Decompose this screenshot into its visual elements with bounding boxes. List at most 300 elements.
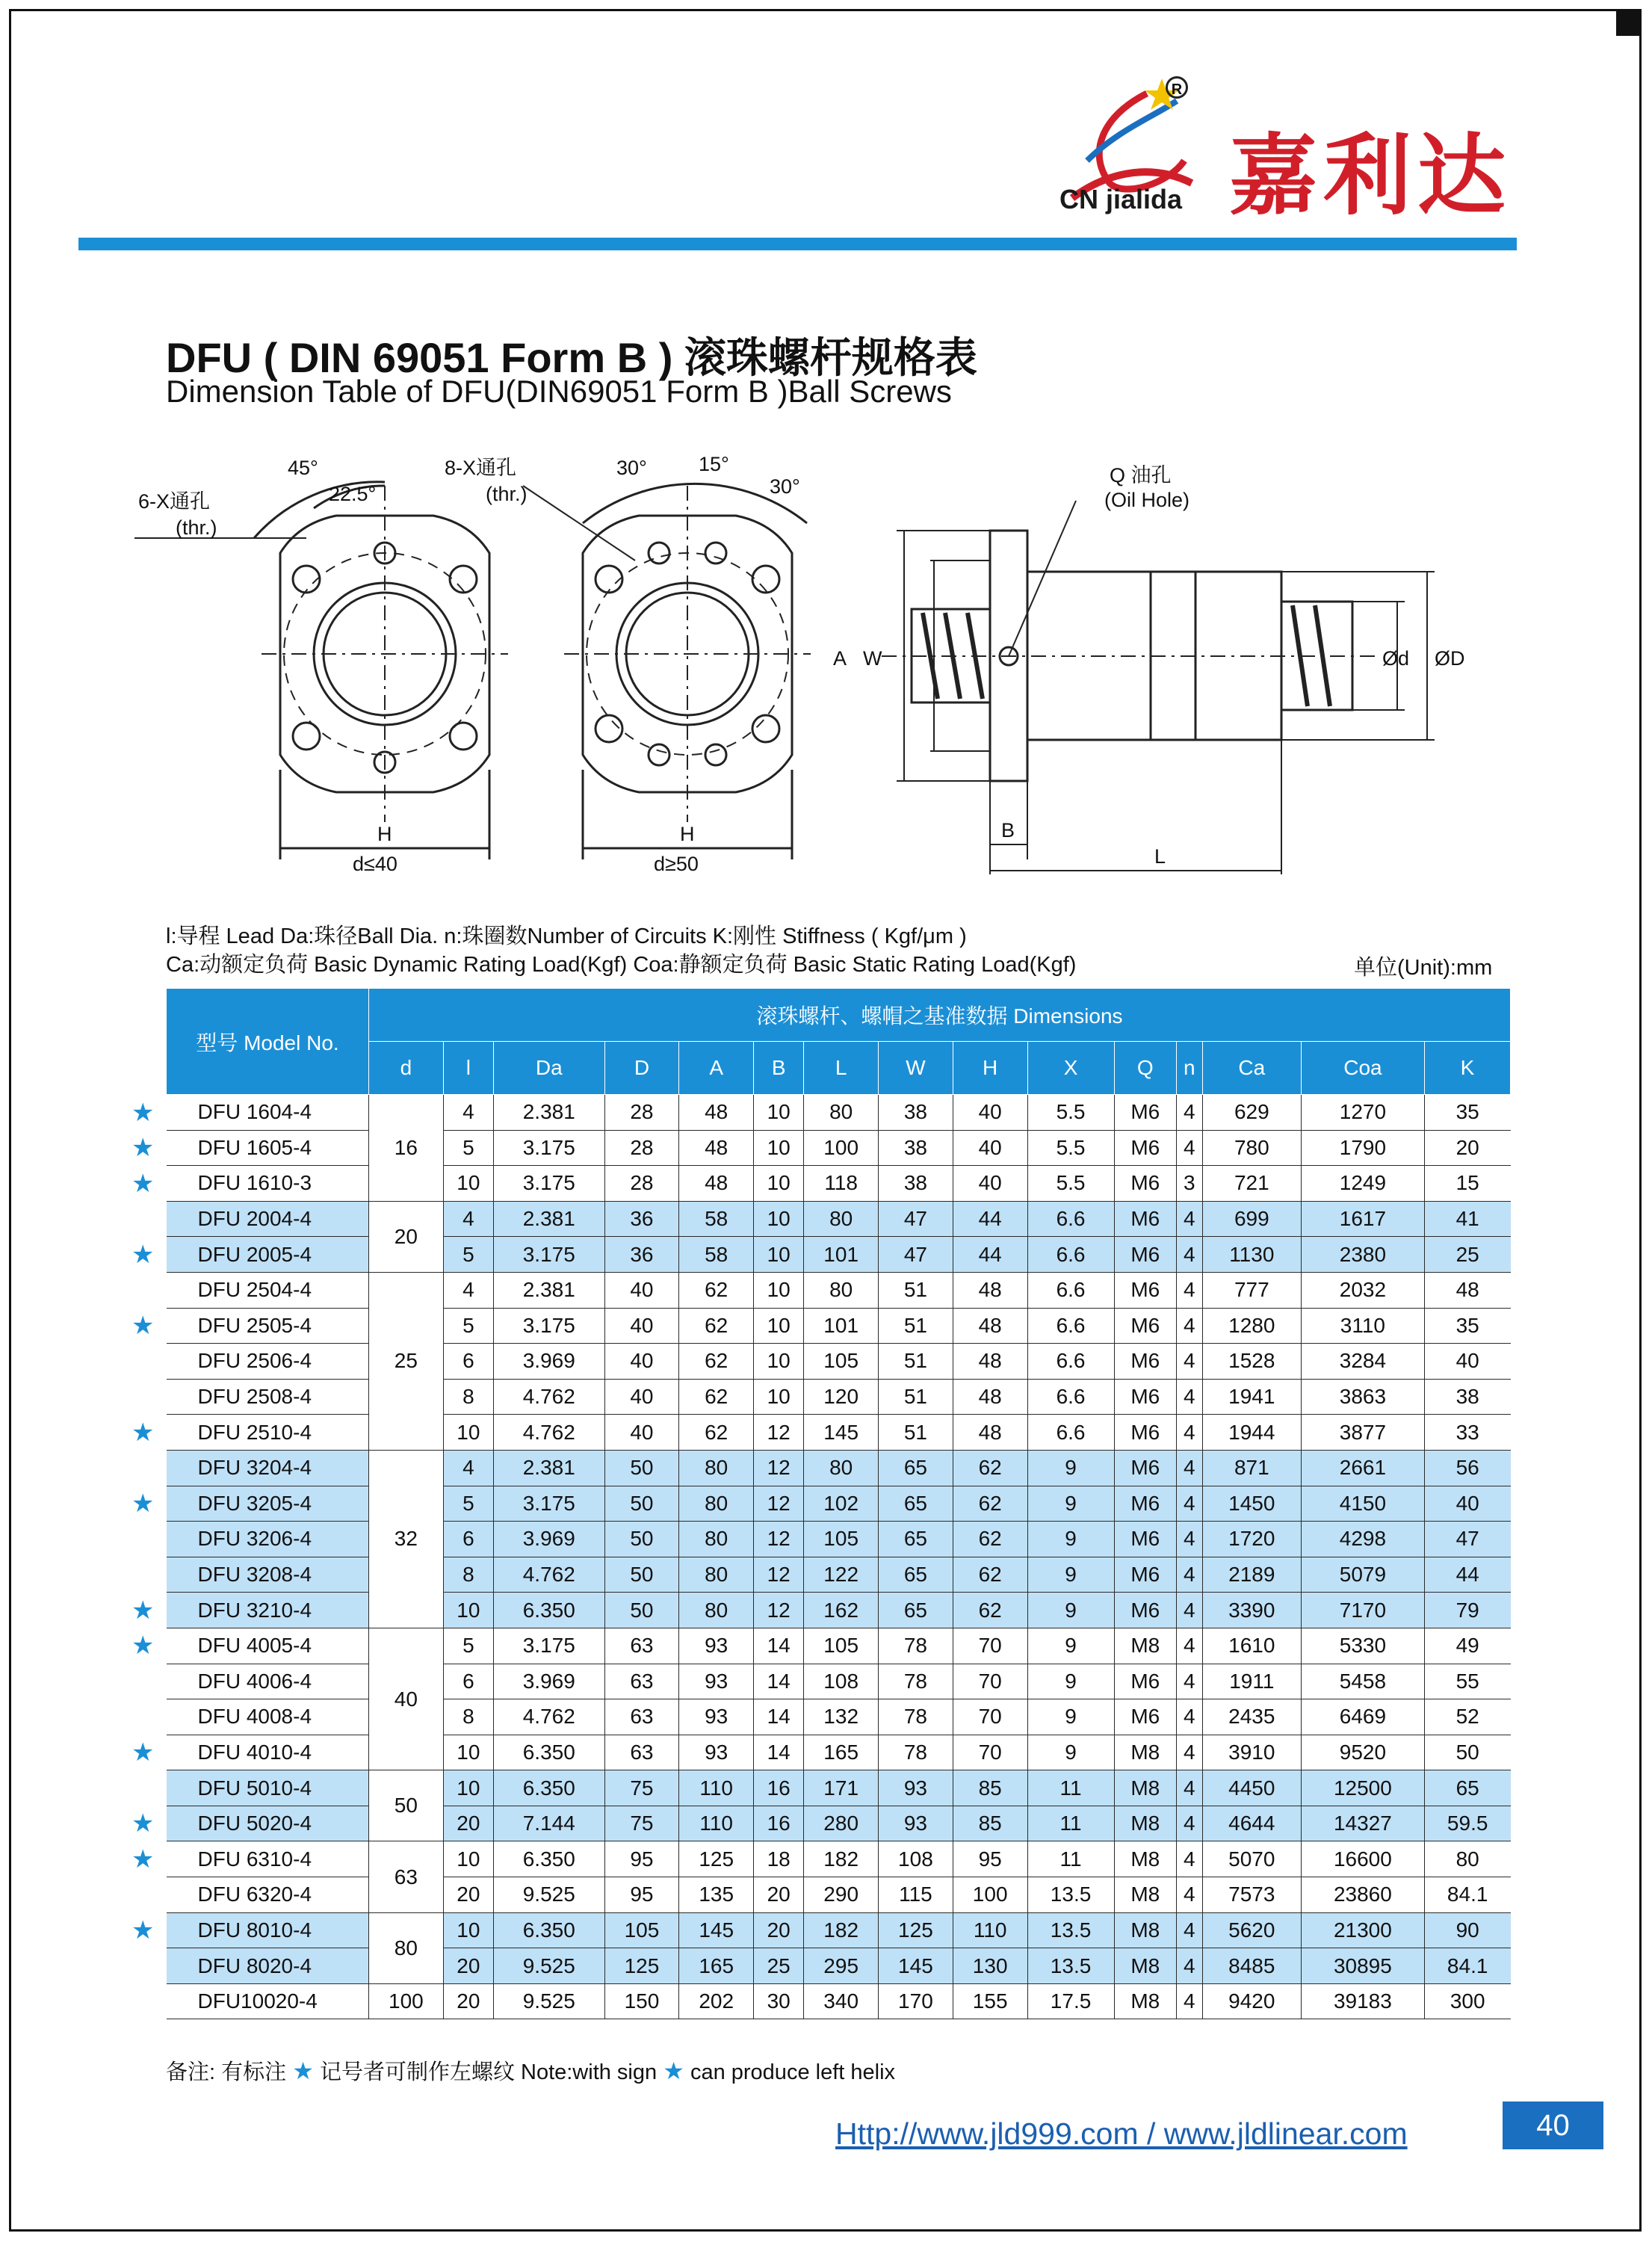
value-cell-b: 10: [754, 1237, 804, 1273]
value-cell-coa: 7170: [1301, 1593, 1424, 1628]
value-cell-b: 16: [754, 1806, 804, 1841]
value-cell-coa: 14327: [1301, 1806, 1424, 1841]
value-cell-k: 65: [1424, 1770, 1510, 1806]
label-angle-45: 45°: [288, 457, 318, 479]
value-cell-a: 58: [679, 1237, 754, 1273]
value-cell-x: 9: [1027, 1628, 1114, 1664]
d-cell: 16: [369, 1095, 444, 1202]
value-cell-a: 125: [679, 1841, 754, 1877]
value-cell-a: 93: [679, 1699, 754, 1735]
value-cell-q: M6: [1114, 1130, 1176, 1166]
model-cell: DFU 3205-4: [167, 1486, 369, 1522]
value-cell-ca: 1944: [1202, 1415, 1301, 1451]
model-cell: DFU 6310-4: [167, 1841, 369, 1877]
value-cell-ca: 777: [1202, 1272, 1301, 1308]
value-cell-ca: 3390: [1202, 1593, 1301, 1628]
value-cell-n: 4: [1176, 1308, 1202, 1344]
value-cell-n: 4: [1176, 1983, 1202, 2019]
value-cell-coa: 16600: [1301, 1841, 1424, 1877]
model-cell: DFU 4005-4: [167, 1628, 369, 1664]
value-cell-d: 150: [604, 1983, 679, 2019]
value-cell-l: 20: [443, 1948, 493, 1984]
table-row: [167, 1130, 1511, 1166]
value-cell-x: 6.6: [1027, 1308, 1114, 1344]
column-header-l: L: [804, 1042, 879, 1095]
model-cell: DFU 4008-4: [167, 1699, 369, 1735]
label-angle-30a: 30°: [616, 457, 647, 479]
d-cell: 40: [369, 1628, 444, 1770]
model-cell: DFU 4006-4: [167, 1664, 369, 1699]
value-cell-da: 6.350: [493, 1841, 604, 1877]
value-cell-d: 50: [604, 1486, 679, 1522]
note-suffix: can produce left helix: [690, 2060, 896, 2084]
value-cell-n: 4: [1176, 1557, 1202, 1593]
model-cell: DFU 8020-4: [167, 1948, 369, 1984]
value-cell-x: 9: [1027, 1557, 1114, 1593]
value-cell-da: 9.525: [493, 1983, 604, 2019]
value-cell-ca: 871: [1202, 1450, 1301, 1486]
value-cell-x: 9: [1027, 1593, 1114, 1628]
label-hole6: 6-X通孔: [138, 490, 211, 513]
value-cell-k: 79: [1424, 1593, 1510, 1628]
label-oil-cn: Q 油孔: [1110, 464, 1172, 487]
page-title-en: Dimension Table of DFU(DIN69051 Form B )Ball Screws: [166, 374, 952, 409]
value-cell-n: 4: [1176, 1699, 1202, 1735]
value-cell-b: 12: [754, 1486, 804, 1522]
d-cell: 25: [369, 1272, 444, 1450]
table-row: [167, 1664, 1511, 1699]
value-cell-coa: 12500: [1301, 1770, 1424, 1806]
value-cell-k: 35: [1424, 1308, 1510, 1344]
value-cell-a: 110: [679, 1806, 754, 1841]
value-cell-x: 13.5: [1027, 1912, 1114, 1948]
table-row: [167, 1735, 1511, 1770]
value-cell-da: 6.350: [493, 1770, 604, 1806]
value-cell-x: 13.5: [1027, 1948, 1114, 1984]
value-cell-d: 40: [604, 1272, 679, 1308]
value-cell-w: 65: [879, 1522, 953, 1557]
dimensions-header: 滚珠螺杆、螺帽之基准数据 Dimensions: [369, 989, 1511, 1042]
registered-mark: R: [1166, 76, 1188, 99]
legend-line-1: l:导程 Lead Da:珠径Ball Dia. n:珠圈数Number of Circuits K:刚性 Stiffness ( Kgf/μm ): [166, 924, 967, 948]
value-cell-q: M8: [1114, 1841, 1176, 1877]
dimension-table: [166, 988, 1511, 2019]
value-cell-k: 50: [1424, 1735, 1510, 1770]
value-cell-n: 4: [1176, 1344, 1202, 1380]
model-cell: DFU 4010-4: [167, 1735, 369, 1770]
value-cell-l: 105: [804, 1628, 879, 1664]
column-header-h: H: [953, 1042, 1027, 1095]
value-cell-w: 78: [879, 1664, 953, 1699]
value-cell-coa: 1790: [1301, 1130, 1424, 1166]
value-cell-da: 4.762: [493, 1557, 604, 1593]
label-h-2: H: [680, 823, 695, 845]
table-row: [167, 1486, 1511, 1522]
table-row: [167, 1628, 1511, 1664]
table-row: [167, 1522, 1511, 1557]
value-cell-l: 5: [443, 1628, 493, 1664]
value-cell-ca: 699: [1202, 1201, 1301, 1237]
model-cell: DFU 2506-4: [167, 1344, 369, 1380]
value-cell-d: 125: [604, 1948, 679, 1984]
footer-link[interactable]: Http://www.jld999.com / www.jldlinear.com: [835, 2116, 1408, 2151]
value-cell-k: 84.1: [1424, 1948, 1510, 1984]
value-cell-l: 182: [804, 1912, 879, 1948]
value-cell-n: 4: [1176, 1841, 1202, 1877]
label-thr-1: (thr.): [176, 516, 217, 539]
value-cell-w: 170: [879, 1983, 953, 2019]
column-header-n: n: [1176, 1042, 1202, 1095]
value-cell-da: 3.175: [493, 1486, 604, 1522]
value-cell-b: 20: [754, 1912, 804, 1948]
value-cell-a: 80: [679, 1486, 754, 1522]
value-cell-coa: 4298: [1301, 1522, 1424, 1557]
value-cell-n: 4: [1176, 1272, 1202, 1308]
value-cell-x: 6.6: [1027, 1237, 1114, 1273]
value-cell-da: 9.525: [493, 1877, 604, 1913]
value-cell-q: M8: [1114, 1806, 1176, 1841]
value-cell-h: 70: [953, 1699, 1027, 1735]
value-cell-da: 3.175: [493, 1166, 604, 1202]
value-cell-h: 62: [953, 1486, 1027, 1522]
value-cell-d: 63: [604, 1628, 679, 1664]
value-cell-h: 48: [953, 1344, 1027, 1380]
value-cell-b: 10: [754, 1201, 804, 1237]
star-icon: ★: [132, 1844, 155, 1874]
value-cell-h: 40: [953, 1166, 1027, 1202]
d-cell: 80: [369, 1912, 444, 1983]
value-cell-d: 95: [604, 1877, 679, 1913]
value-cell-q: M6: [1114, 1664, 1176, 1699]
value-cell-da: 6.350: [493, 1912, 604, 1948]
label-thr-2: (thr.): [486, 483, 528, 505]
value-cell-l: 5: [443, 1237, 493, 1273]
value-cell-d: 36: [604, 1237, 679, 1273]
value-cell-b: 14: [754, 1735, 804, 1770]
value-cell-l: 8: [443, 1557, 493, 1593]
value-cell-l: 105: [804, 1522, 879, 1557]
value-cell-x: 11: [1027, 1806, 1114, 1841]
value-cell-n: 3: [1176, 1166, 1202, 1202]
value-cell-q: M8: [1114, 1912, 1176, 1948]
value-cell-w: 93: [879, 1770, 953, 1806]
table-row: [167, 1948, 1511, 1984]
value-cell-l: 20: [443, 1806, 493, 1841]
value-cell-k: 15: [1424, 1166, 1510, 1202]
value-cell-w: 65: [879, 1450, 953, 1486]
value-cell-b: 12: [754, 1415, 804, 1451]
value-cell-q: M6: [1114, 1272, 1176, 1308]
value-cell-x: 5.5: [1027, 1095, 1114, 1131]
value-cell-a: 62: [679, 1272, 754, 1308]
value-cell-da: 3.175: [493, 1628, 604, 1664]
value-cell-x: 9: [1027, 1699, 1114, 1735]
value-cell-w: 65: [879, 1557, 953, 1593]
value-cell-k: 40: [1424, 1486, 1510, 1522]
table-row: [167, 1877, 1511, 1913]
value-cell-da: 4.762: [493, 1415, 604, 1451]
value-cell-k: 55: [1424, 1664, 1510, 1699]
value-cell-n: 4: [1176, 1095, 1202, 1131]
table-row: [167, 1450, 1511, 1486]
table-row: [167, 1379, 1511, 1415]
value-cell-l: 5: [443, 1486, 493, 1522]
value-cell-w: 125: [879, 1912, 953, 1948]
value-cell-q: M6: [1114, 1344, 1176, 1380]
value-cell-h: 100: [953, 1877, 1027, 1913]
label-oil-en: (Oil Hole): [1104, 489, 1190, 511]
value-cell-d: 40: [604, 1379, 679, 1415]
value-cell-coa: 1270: [1301, 1095, 1424, 1131]
value-cell-n: 4: [1176, 1770, 1202, 1806]
value-cell-da: 3.969: [493, 1344, 604, 1380]
value-cell-da: 3.175: [493, 1308, 604, 1344]
value-cell-a: 62: [679, 1344, 754, 1380]
value-cell-ca: 1528: [1202, 1344, 1301, 1380]
label-d-le40: d≤40: [353, 853, 397, 875]
value-cell-w: 51: [879, 1308, 953, 1344]
table-row: [167, 1983, 1511, 2019]
value-cell-n: 4: [1176, 1806, 1202, 1841]
value-cell-q: M8: [1114, 1983, 1176, 2019]
value-cell-h: 70: [953, 1664, 1027, 1699]
star-icon: ★: [132, 1134, 155, 1163]
value-cell-d: 63: [604, 1699, 679, 1735]
value-cell-d: 50: [604, 1557, 679, 1593]
label-W: W: [863, 647, 882, 670]
value-cell-l: 10: [443, 1770, 493, 1806]
table-row: [167, 1841, 1511, 1877]
value-cell-ca: 2435: [1202, 1699, 1301, 1735]
header-rule: [78, 238, 1517, 250]
value-cell-d: 28: [604, 1095, 679, 1131]
value-cell-q: M6: [1114, 1699, 1176, 1735]
value-cell-l: 340: [804, 1983, 879, 2019]
value-cell-l: 10: [443, 1593, 493, 1628]
value-cell-w: 108: [879, 1841, 953, 1877]
model-cell: DFU 2504-4: [167, 1272, 369, 1308]
value-cell-k: 41: [1424, 1201, 1510, 1237]
value-cell-n: 4: [1176, 1450, 1202, 1486]
value-cell-b: 30: [754, 1983, 804, 2019]
value-cell-n: 4: [1176, 1379, 1202, 1415]
value-cell-b: 10: [754, 1272, 804, 1308]
label-d-ge50: d≥50: [654, 853, 699, 875]
value-cell-d: 75: [604, 1770, 679, 1806]
value-cell-l: 80: [804, 1272, 879, 1308]
value-cell-l: 120: [804, 1379, 879, 1415]
table-row: [167, 1201, 1511, 1237]
value-cell-coa: 9520: [1301, 1735, 1424, 1770]
value-cell-b: 20: [754, 1877, 804, 1913]
value-cell-x: 9: [1027, 1664, 1114, 1699]
value-cell-b: 14: [754, 1699, 804, 1735]
value-cell-h: 70: [953, 1628, 1027, 1664]
value-cell-a: 80: [679, 1557, 754, 1593]
column-header-d: D: [604, 1042, 679, 1095]
value-cell-w: 38: [879, 1130, 953, 1166]
value-cell-l: 10: [443, 1415, 493, 1451]
value-cell-x: 13.5: [1027, 1877, 1114, 1913]
value-cell-coa: 3110: [1301, 1308, 1424, 1344]
value-cell-l: 295: [804, 1948, 879, 1984]
column-header-x: X: [1027, 1042, 1114, 1095]
value-cell-a: 93: [679, 1628, 754, 1664]
value-cell-k: 25: [1424, 1237, 1510, 1273]
value-cell-b: 12: [754, 1557, 804, 1593]
model-cell: DFU 3208-4: [167, 1557, 369, 1593]
value-cell-l: 4: [443, 1201, 493, 1237]
value-cell-l: 162: [804, 1593, 879, 1628]
value-cell-x: 17.5: [1027, 1983, 1114, 2019]
label-L: L: [1154, 845, 1166, 868]
model-header: 型号 Model No.: [167, 989, 369, 1095]
value-cell-coa: 6469: [1301, 1699, 1424, 1735]
value-cell-w: 78: [879, 1735, 953, 1770]
value-cell-l: 10: [443, 1841, 493, 1877]
value-cell-ca: 8485: [1202, 1948, 1301, 1984]
value-cell-b: 10: [754, 1130, 804, 1166]
value-cell-d: 36: [604, 1201, 679, 1237]
value-cell-x: 6.6: [1027, 1201, 1114, 1237]
value-cell-w: 65: [879, 1593, 953, 1628]
value-cell-l: 101: [804, 1308, 879, 1344]
value-cell-a: 80: [679, 1450, 754, 1486]
value-cell-l: 80: [804, 1450, 879, 1486]
legend-line-2: Ca:动额定负荷 Basic Dynamic Rating Load(Kgf) Coa:静额定负荷 Basic Static Rating Load(Kgf): [166, 953, 1077, 977]
star-icon: ★: [132, 1596, 155, 1625]
value-cell-k: 20: [1424, 1130, 1510, 1166]
value-cell-k: 59.5: [1424, 1806, 1510, 1841]
value-cell-ca: 1280: [1202, 1308, 1301, 1344]
value-cell-a: 93: [679, 1735, 754, 1770]
star-icon: ★: [132, 1809, 155, 1838]
value-cell-ca: 7573: [1202, 1877, 1301, 1913]
value-cell-l: 101: [804, 1237, 879, 1273]
d-cell: 50: [369, 1770, 444, 1841]
value-cell-coa: 23860: [1301, 1877, 1424, 1913]
unit-label: 单位(Unit):mm: [1354, 956, 1493, 980]
value-cell-d: 28: [604, 1130, 679, 1166]
value-cell-q: M6: [1114, 1557, 1176, 1593]
value-cell-n: 4: [1176, 1628, 1202, 1664]
value-cell-l: 8: [443, 1379, 493, 1415]
table-row: [167, 1415, 1511, 1451]
value-cell-n: 4: [1176, 1735, 1202, 1770]
value-cell-n: 4: [1176, 1201, 1202, 1237]
column-header-b: B: [754, 1042, 804, 1095]
column-header-da: Da: [493, 1042, 604, 1095]
d-cell: 100: [369, 1983, 444, 2019]
value-cell-a: 80: [679, 1593, 754, 1628]
value-cell-l: 10: [443, 1912, 493, 1948]
value-cell-b: 14: [754, 1664, 804, 1699]
value-cell-a: 202: [679, 1983, 754, 2019]
value-cell-coa: 4150: [1301, 1486, 1424, 1522]
star-icon: ★: [132, 1738, 155, 1767]
value-cell-l: 5: [443, 1130, 493, 1166]
model-cell: DFU 1604-4: [167, 1095, 369, 1131]
model-cell: DFU10020-4: [167, 1983, 369, 2019]
value-cell-q: M6: [1114, 1486, 1176, 1522]
value-cell-h: 48: [953, 1308, 1027, 1344]
value-cell-l: 80: [804, 1201, 879, 1237]
label-h-1: H: [377, 823, 392, 845]
page-number: 40: [1503, 2102, 1603, 2149]
value-cell-a: 62: [679, 1379, 754, 1415]
table-row: [167, 1272, 1511, 1308]
label-angle-22: 22.5°: [329, 483, 377, 505]
value-cell-a: 145: [679, 1912, 754, 1948]
model-cell: DFU 3210-4: [167, 1593, 369, 1628]
value-cell-q: M6: [1114, 1593, 1176, 1628]
value-cell-b: 18: [754, 1841, 804, 1877]
value-cell-q: M8: [1114, 1877, 1176, 1913]
value-cell-a: 58: [679, 1201, 754, 1237]
value-cell-ca: 3910: [1202, 1735, 1301, 1770]
value-cell-l: 108: [804, 1664, 879, 1699]
value-cell-coa: 3877: [1301, 1415, 1424, 1451]
value-cell-q: M6: [1114, 1308, 1176, 1344]
value-cell-coa: 2661: [1301, 1450, 1424, 1486]
value-cell-h: 40: [953, 1130, 1027, 1166]
value-cell-ca: 9420: [1202, 1983, 1301, 2019]
column-header-ca: Ca: [1202, 1042, 1301, 1095]
value-cell-a: 165: [679, 1948, 754, 1984]
value-cell-n: 4: [1176, 1415, 1202, 1451]
value-cell-q: M8: [1114, 1948, 1176, 1984]
value-cell-d: 63: [604, 1735, 679, 1770]
value-cell-l: 4: [443, 1450, 493, 1486]
value-cell-d: 28: [604, 1166, 679, 1202]
star-icon: ★: [132, 1916, 155, 1945]
value-cell-l: 10: [443, 1166, 493, 1202]
value-cell-h: 48: [953, 1415, 1027, 1451]
value-cell-a: 135: [679, 1877, 754, 1913]
table-row: [167, 1095, 1511, 1131]
value-cell-h: 85: [953, 1770, 1027, 1806]
value-cell-l: 132: [804, 1699, 879, 1735]
value-cell-w: 47: [879, 1237, 953, 1273]
value-cell-l: 4: [443, 1272, 493, 1308]
value-cell-ca: 4450: [1202, 1770, 1301, 1806]
value-cell-q: M6: [1114, 1415, 1176, 1451]
d-cell: 32: [369, 1450, 444, 1628]
star-icon: ★: [132, 1418, 155, 1447]
value-cell-l: 8: [443, 1699, 493, 1735]
value-cell-l: 165: [804, 1735, 879, 1770]
value-cell-b: 25: [754, 1948, 804, 1984]
page-title-cn: DFU ( DIN 69051 Form B ) 滚珠螺杆规格表: [166, 334, 977, 381]
label-B: B: [1001, 819, 1015, 841]
note-prefix: 备注: 有标注: [166, 2060, 287, 2084]
value-cell-h: 48: [953, 1272, 1027, 1308]
value-cell-da: 3.175: [493, 1130, 604, 1166]
value-cell-l: 80: [804, 1095, 879, 1131]
label-phi-D: ØD: [1435, 647, 1465, 670]
value-cell-l: 10: [443, 1735, 493, 1770]
star-icon: ★: [132, 1098, 155, 1127]
table-row: [167, 1308, 1511, 1344]
model-cell: DFU 2510-4: [167, 1415, 369, 1451]
value-cell-w: 93: [879, 1806, 953, 1841]
value-cell-ca: 721: [1202, 1166, 1301, 1202]
column-header-l: l: [443, 1042, 493, 1095]
value-cell-h: 85: [953, 1806, 1027, 1841]
value-cell-n: 4: [1176, 1664, 1202, 1699]
value-cell-ca: 1911: [1202, 1664, 1301, 1699]
value-cell-q: M6: [1114, 1450, 1176, 1486]
